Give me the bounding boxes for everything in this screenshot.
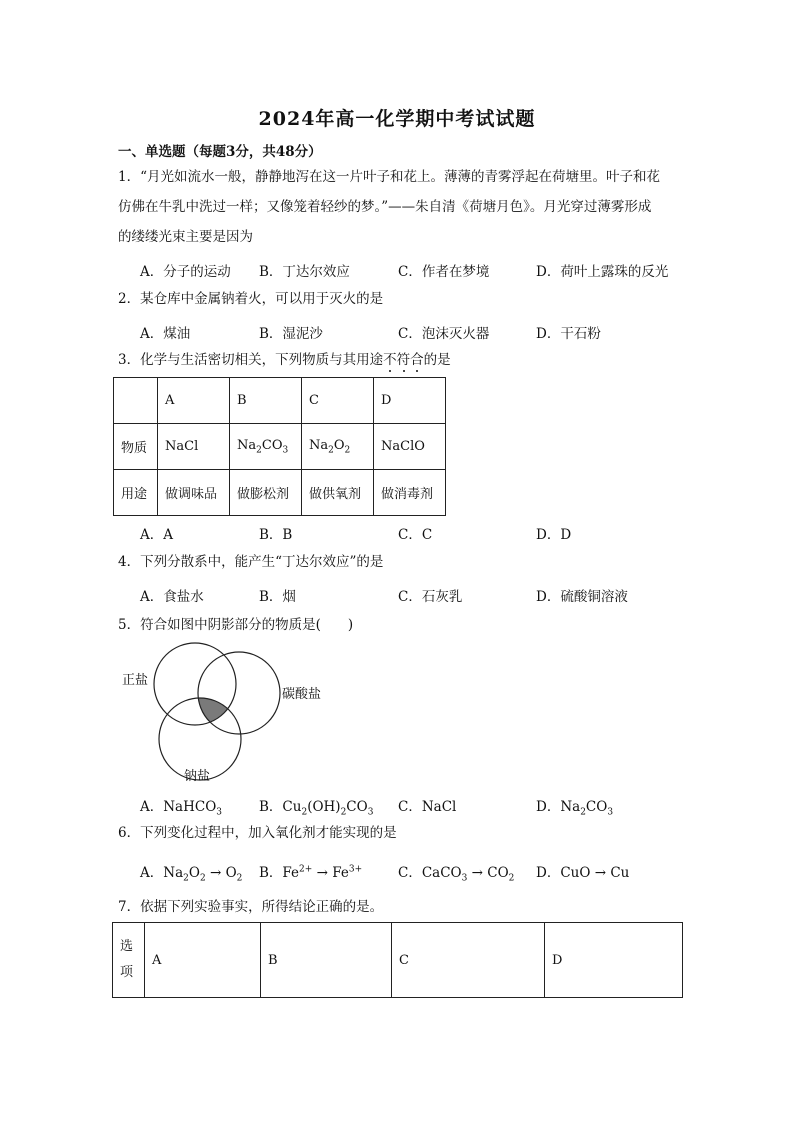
q3-text: 3．化学与生活密切相关，下列物质与其用途不符合的是 xyxy=(118,352,451,368)
table-cell: 用途 xyxy=(114,470,158,516)
table-cell: NaCl xyxy=(158,424,230,470)
q3-option-a: A．A xyxy=(140,527,173,543)
q3-option-c: C．C xyxy=(398,527,433,543)
table-cell: B xyxy=(230,378,302,424)
q5-option-d: D．$Na_2CO_3$ xyxy=(536,799,614,818)
q2-option-c: C．泡沫灭火器 xyxy=(398,326,490,342)
table-cell: NaClO xyxy=(374,424,446,470)
q7-text: 7．依据下列实验事实，所得结论正确的是。 xyxy=(118,899,384,915)
table-cell: 做膨松剂 xyxy=(230,470,302,516)
q3-option-b: B．B xyxy=(259,527,293,543)
q6-option-a: A．$Na_2O_2 \to O_2$ xyxy=(140,865,243,884)
q1-line-2: 仿佛在牛乳中洗过一样；又像笼着轻纱的梦。”——朱自清《荷塘月色》。月光穿过薄雾形成 xyxy=(118,199,652,215)
table-cell: 做消毒剂 xyxy=(374,470,446,516)
q6-text: 6．下列变化过程中，加入氧化剂才能实现的是 xyxy=(118,825,397,841)
table-row xyxy=(114,424,446,470)
table-row xyxy=(113,923,683,998)
q6-option-c: C．CaCO$_3$ → $CO_2$ xyxy=(398,865,515,884)
page-title: 2024年高一化学期中考试试题 xyxy=(258,108,536,130)
venn-label-tansuanyan: 碳酸盐 xyxy=(282,687,322,702)
table-cell: 物质 xyxy=(114,424,158,470)
q1-option-a: A．分子的运动 xyxy=(140,264,231,280)
q4-option-c: C．石灰乳 xyxy=(398,589,463,605)
venn-circle-tansuanyan xyxy=(198,652,280,734)
venn-diagram xyxy=(118,642,338,787)
q4-option-a: A．食盐水 xyxy=(140,589,204,605)
q5-text: 5．符合如图中阴影部分的物质是( ) xyxy=(118,617,354,633)
q2-option-a: A．煤油 xyxy=(140,326,191,342)
q1-option-b: B．丁达尔效应 xyxy=(259,264,350,280)
table-cell: D xyxy=(374,378,446,424)
q1-option-d: D．荷叶上露珠的反光 xyxy=(536,264,669,280)
table-cell: 做调味品 xyxy=(158,470,230,516)
table-cell: C xyxy=(302,378,374,424)
q3-option-d: D．D xyxy=(536,527,572,543)
q2-option-b: B．湿泥沙 xyxy=(259,326,323,342)
venn-label-zhengyan: 正盐 xyxy=(122,673,149,688)
q5-option-b: B．$Cu_2(OH)_2CO_3$ xyxy=(259,799,374,818)
q5-option-a: A．NaHCO$_3$ xyxy=(140,799,223,818)
table-cell: B xyxy=(261,923,392,998)
table-row xyxy=(114,470,446,516)
q2-text: 2．某仓库中金属钠着火，可以用于灭火的是 xyxy=(118,291,384,307)
q1-line-1: 1．“月光如流水一般，静静地泻在这一片叶子和花上。薄薄的青雾浮起在荷塘里。叶子和花 xyxy=(118,169,660,185)
venn-circle-nayan xyxy=(159,698,241,780)
table-cell: $Na_2O_2$ xyxy=(302,424,374,470)
q3-table xyxy=(113,377,446,516)
q7-table xyxy=(112,922,683,998)
table-cell xyxy=(114,378,158,424)
q1-line-3: 的缕缕光束主要是因为 xyxy=(118,229,253,245)
table-cell: A xyxy=(158,378,230,424)
emphasis-char: 符 xyxy=(396,352,411,368)
q4-text: 4．下列分散系中，能产生“丁达尔效应”的是 xyxy=(118,554,384,570)
table-row xyxy=(114,378,446,424)
table-cell: D xyxy=(545,923,683,998)
table-cell: 选 项 xyxy=(113,923,145,998)
q2-option-d: D．干石粉 xyxy=(536,326,601,342)
section-heading: 一、单选题（每题3分，共48分） xyxy=(118,144,322,160)
table-cell: 做供氧剂 xyxy=(302,470,374,516)
q4-option-b: B．烟 xyxy=(259,589,296,605)
q6-option-d: D．CuO → Cu xyxy=(536,865,630,881)
emphasis-char: 合 xyxy=(410,352,424,368)
table-cell: $Na_2CO_3$ xyxy=(230,424,302,470)
table-cell: A xyxy=(145,923,261,998)
q5-option-c: C．NaCl xyxy=(398,799,457,815)
q4-option-d: D．硫酸铜溶液 xyxy=(536,589,628,605)
q1-option-c: C．作者在梦境 xyxy=(398,264,490,280)
q6-option-b: B．$Fe^{2+} \to Fe^{3+}$ xyxy=(259,864,363,881)
table-cell: C xyxy=(392,923,545,998)
venn-label-nayan: 钠盐 xyxy=(184,769,211,784)
emphasis-char: 不 xyxy=(383,352,397,368)
